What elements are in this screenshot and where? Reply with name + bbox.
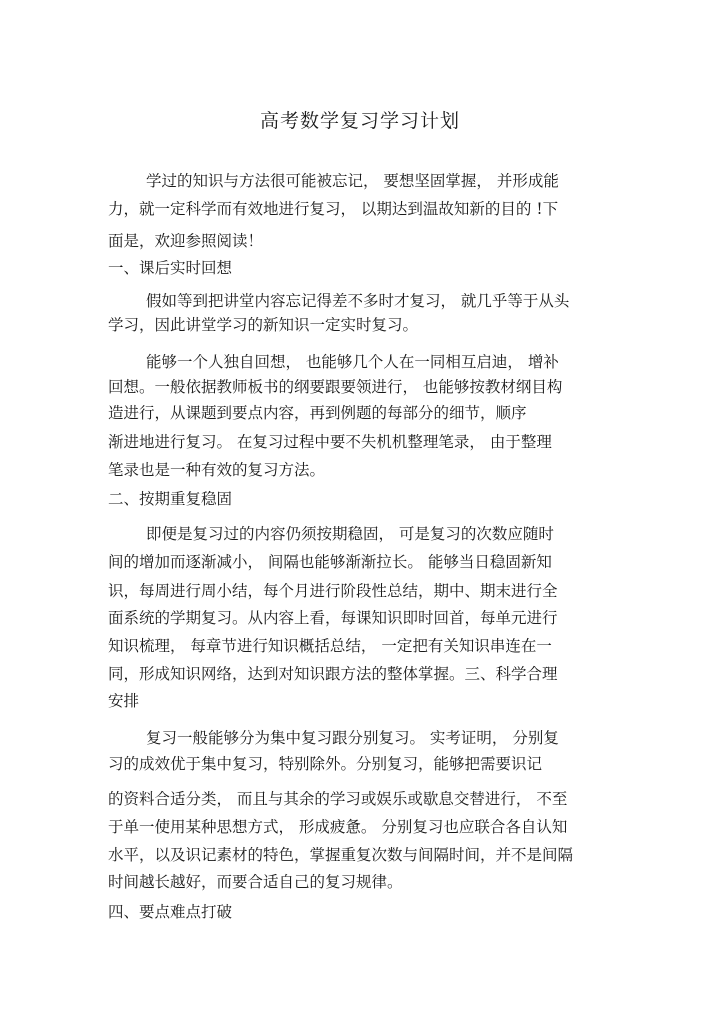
text-line: 习的成效优于集中复习，特别除外。分别复习，能够把需要识记 [108,755,543,773]
text-line: 渐进地进行复习。 在复习过程中要不失机机整理笔录， 由于整理 [108,433,552,451]
text-line: 面系统的学期复习。从内容上看，每课知识即时回首，每单元进行 [108,609,558,627]
text-line: 回想。一般依据教师板书的纲要跟要领进行， 也能够按教材纲目构 [108,378,563,396]
text-line: 学习，因此讲堂学习的新知识一定实时复习。 [108,316,419,334]
text-line: 水平，以及识记素材的特色，掌握重复次数与间隔时间，并不是间隔 [108,846,574,864]
section-heading: 一、课后实时回想 [108,259,233,277]
text-line: 即便是复习过的内容仍须按期稳固， 可是复习的次数应随时 [146,525,554,543]
text-line: 笔录也是一种有效的复习方法。 [108,461,326,479]
section-heading: 四、要点难点打破 [108,903,233,921]
page-title: 高考数学复习学习计划 [259,110,460,132]
text-line: 知识梳理， 每章节进行知识概括总结， 一定把有关知识串连在一 [108,637,552,655]
text-line: 时间越长越好，而要合适自己的复习规律。 [108,873,403,891]
text-line: 间的增加而逐渐减小， 间隔也能够渐渐拉长。 能够当日稳固新知 [108,553,552,571]
text-line: 安排 [108,692,140,710]
text-line: 的资料合适分类， 而且与其余的学习或娱乐或歇息交替进行， 不至 [108,790,568,808]
text-line: 于单一使用某种思想方式， 形成疲惫。 分别复习也应联合各自认知 [108,818,568,836]
text-line: 同，形成知识网络，达到对知识跟方法的整体掌握。三、科学合理 [108,665,558,683]
text-line: 能够一个人独自回想， 也能够几个人在一同相互启迪， 增补 [146,353,559,371]
text-line: 造进行，从课题到要点内容，再到例题的每部分的细节，顺序 [108,404,527,422]
text-line: 假如等到把讲堂内容忘记得差不多时才复习， 就几乎等于从头 [146,292,570,310]
text-line: 复习一般能够分为集中复习跟分别复习。 实考证明， 分别复 [146,729,559,747]
text-line: 学过的知识与方法很可能被忘记， 要想坚固掌握， 并形成能 [146,172,559,190]
text-line: 识，每周进行周小结，每个月进行阶段性总结，期中、期末进行全 [108,582,558,600]
text-line: 力，就一定科学而有效地进行复习， 以期达到温故知新的目的 !下 [108,200,559,218]
text-line: 面是，欢迎参照阅读！ [108,232,264,250]
section-heading: 二、按期重复稳固 [108,490,233,508]
